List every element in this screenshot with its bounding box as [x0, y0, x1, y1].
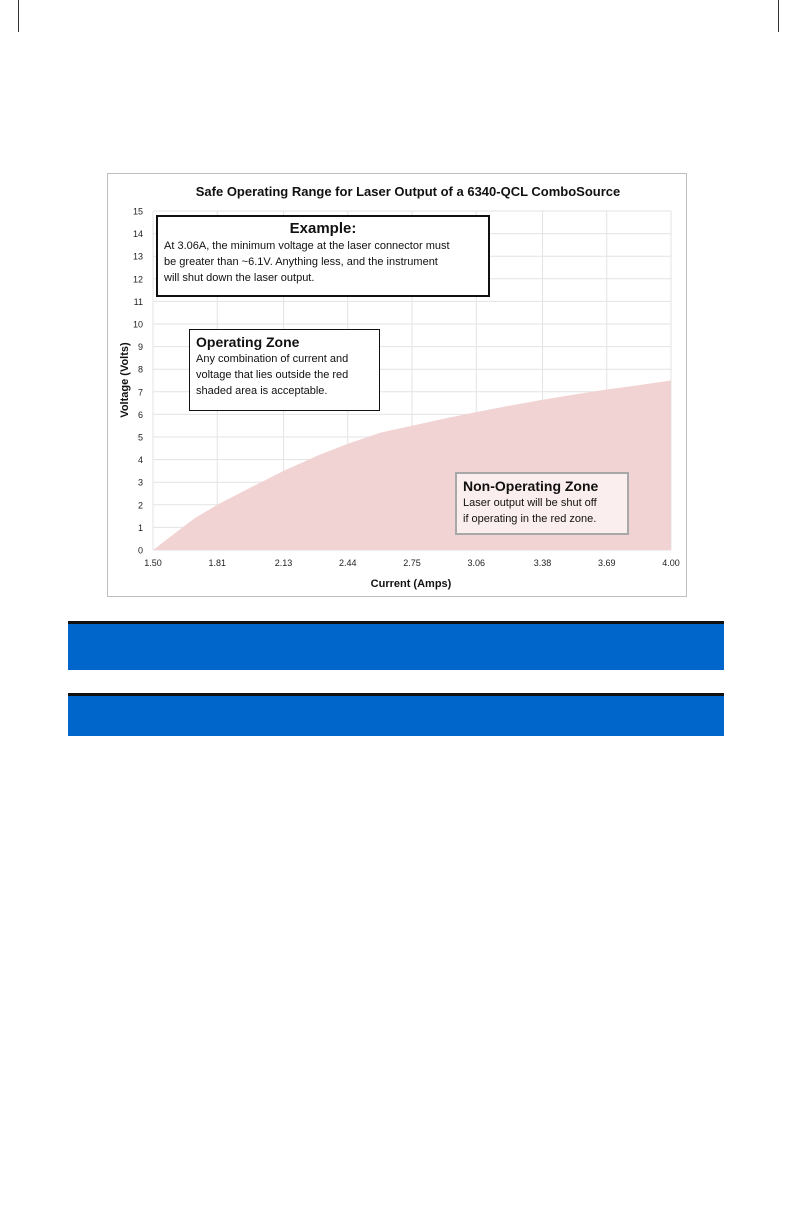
section-header-band-1	[68, 621, 724, 670]
y-tick-label: 11	[133, 296, 143, 307]
example-callout	[156, 215, 490, 297]
y-tick-label: 10	[132, 319, 143, 330]
y-tick-label: 15	[132, 206, 143, 217]
x-tick-label: 3.06	[467, 558, 485, 568]
x-axis-label: Current (Amps)	[370, 578, 452, 590]
example-line-1: At 3.06A, the minimum voltage at the laser connector must	[164, 240, 450, 252]
y-tick-label: 6	[137, 409, 143, 420]
x-tick-label: 2.13	[274, 558, 293, 568]
chart-title: Safe Operating Range for Laser Output of a 6340-QCL ComboSource	[195, 184, 621, 199]
section-header-band-2	[68, 693, 724, 736]
y-tick-label: 14	[132, 229, 143, 240]
y-tick-label: 9	[137, 342, 143, 353]
operating-zone-line-2: voltage that lies outside the red	[196, 369, 349, 381]
crop-mark-right	[778, 0, 779, 32]
operating-zone-line-3: shaded area is acceptable.	[196, 385, 328, 397]
non-operating-zone-line-1: Laser output will be shut off	[463, 497, 597, 509]
operating-zone-callout	[189, 329, 380, 411]
operating-zone-line-1: Any combination of current and	[196, 353, 349, 365]
y-tick-label: 13	[132, 251, 143, 262]
x-tick-label: 4.00	[662, 558, 680, 568]
x-tick-label: 1.81	[208, 558, 226, 568]
example-heading: Example:	[289, 220, 357, 237]
y-tick-label: 3	[137, 477, 143, 488]
operating-zone-heading: Operating Zone	[196, 334, 300, 350]
y-tick-label: 1	[137, 522, 143, 533]
x-tick-label: 2.75	[403, 558, 421, 568]
example-line-3: will shut down the laser output.	[164, 272, 315, 284]
x-tick-label: 3.38	[533, 558, 552, 568]
crop-mark-left	[18, 0, 19, 32]
non-operating-zone-line-2: if operating in the red zone.	[463, 513, 597, 525]
y-tick-label: 4	[137, 455, 143, 466]
non-operating-zone-callout	[455, 472, 629, 535]
x-tick-label: 1.50	[144, 558, 162, 568]
y-tick-label: 2	[137, 500, 143, 511]
x-tick-label: 3.69	[598, 558, 616, 568]
x-tick-label: 2.44	[339, 558, 357, 568]
example-line-2: be greater than ~6.1V. Anything less, and the instrument	[164, 256, 438, 268]
y-tick-label: 5	[137, 432, 143, 443]
y-tick-label: 8	[137, 364, 143, 375]
chart-container	[107, 173, 687, 597]
y-tick-label: 12	[132, 274, 143, 285]
non-operating-zone-heading: Non-Operating Zone	[463, 478, 599, 494]
y-tick-label: 7	[137, 387, 143, 398]
y-tick-label: 0	[137, 545, 143, 556]
y-axis-label: Voltage (Volts)	[119, 342, 131, 418]
